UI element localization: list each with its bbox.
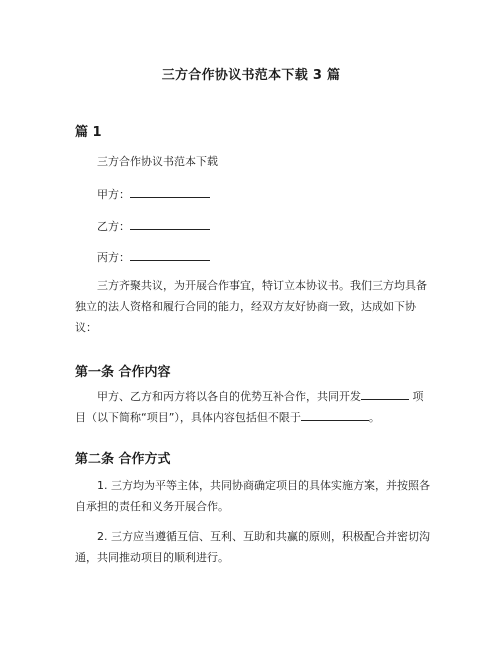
document-subtitle: 三方合作协议书范本下载	[97, 155, 218, 168]
party-c-line	[97, 249, 210, 266]
party-a-blank[interactable]	[130, 186, 210, 198]
article-2-item-2: 2. 三方应当遵循互信、互利、互助和共赢的原则，积极配合并密切沟通，共同推动项目的顺利进行。	[75, 530, 430, 564]
party-a-label: 甲方：	[97, 188, 130, 201]
article-2-item-1: 1. 三方均为平等主体，共同协商确定项目的具体实施方案，并按照各自承担的责任和义务开展合作。	[75, 479, 430, 513]
document-title: 三方合作协议书范本下载 3 篇	[161, 68, 341, 83]
project-content-blank[interactable]	[301, 409, 369, 421]
party-c-label: 丙方：	[97, 251, 130, 264]
party-b-blank[interactable]	[130, 218, 210, 230]
party-b-line	[97, 218, 210, 235]
party-b-label: 乙方：	[97, 220, 130, 233]
party-a-line	[97, 186, 210, 203]
article-1-text-c: 。	[368, 411, 380, 424]
article-2-heading: 第二条 合作方式	[75, 452, 171, 467]
article-1-text-b: 项目（以下简称“项目”），具体内容包括但不限于	[75, 390, 424, 424]
article-1-text-a: 甲方、乙方和丙方将以各自的优势互补合作，共同开发	[97, 390, 361, 403]
intro-paragraph: 三方齐聚共议，为开展合作事宜，特订立本协议书。我们三方均具备独立的法人资格和履行合同的能力，经双方友好协商一致，达成如下协议：	[75, 279, 427, 334]
part-heading: 篇 1	[75, 125, 102, 140]
article-1-heading: 第一条 合作内容	[75, 365, 171, 380]
article-1-paragraph	[75, 386, 430, 428]
party-c-blank[interactable]	[130, 249, 210, 261]
project-name-blank[interactable]	[361, 388, 409, 400]
